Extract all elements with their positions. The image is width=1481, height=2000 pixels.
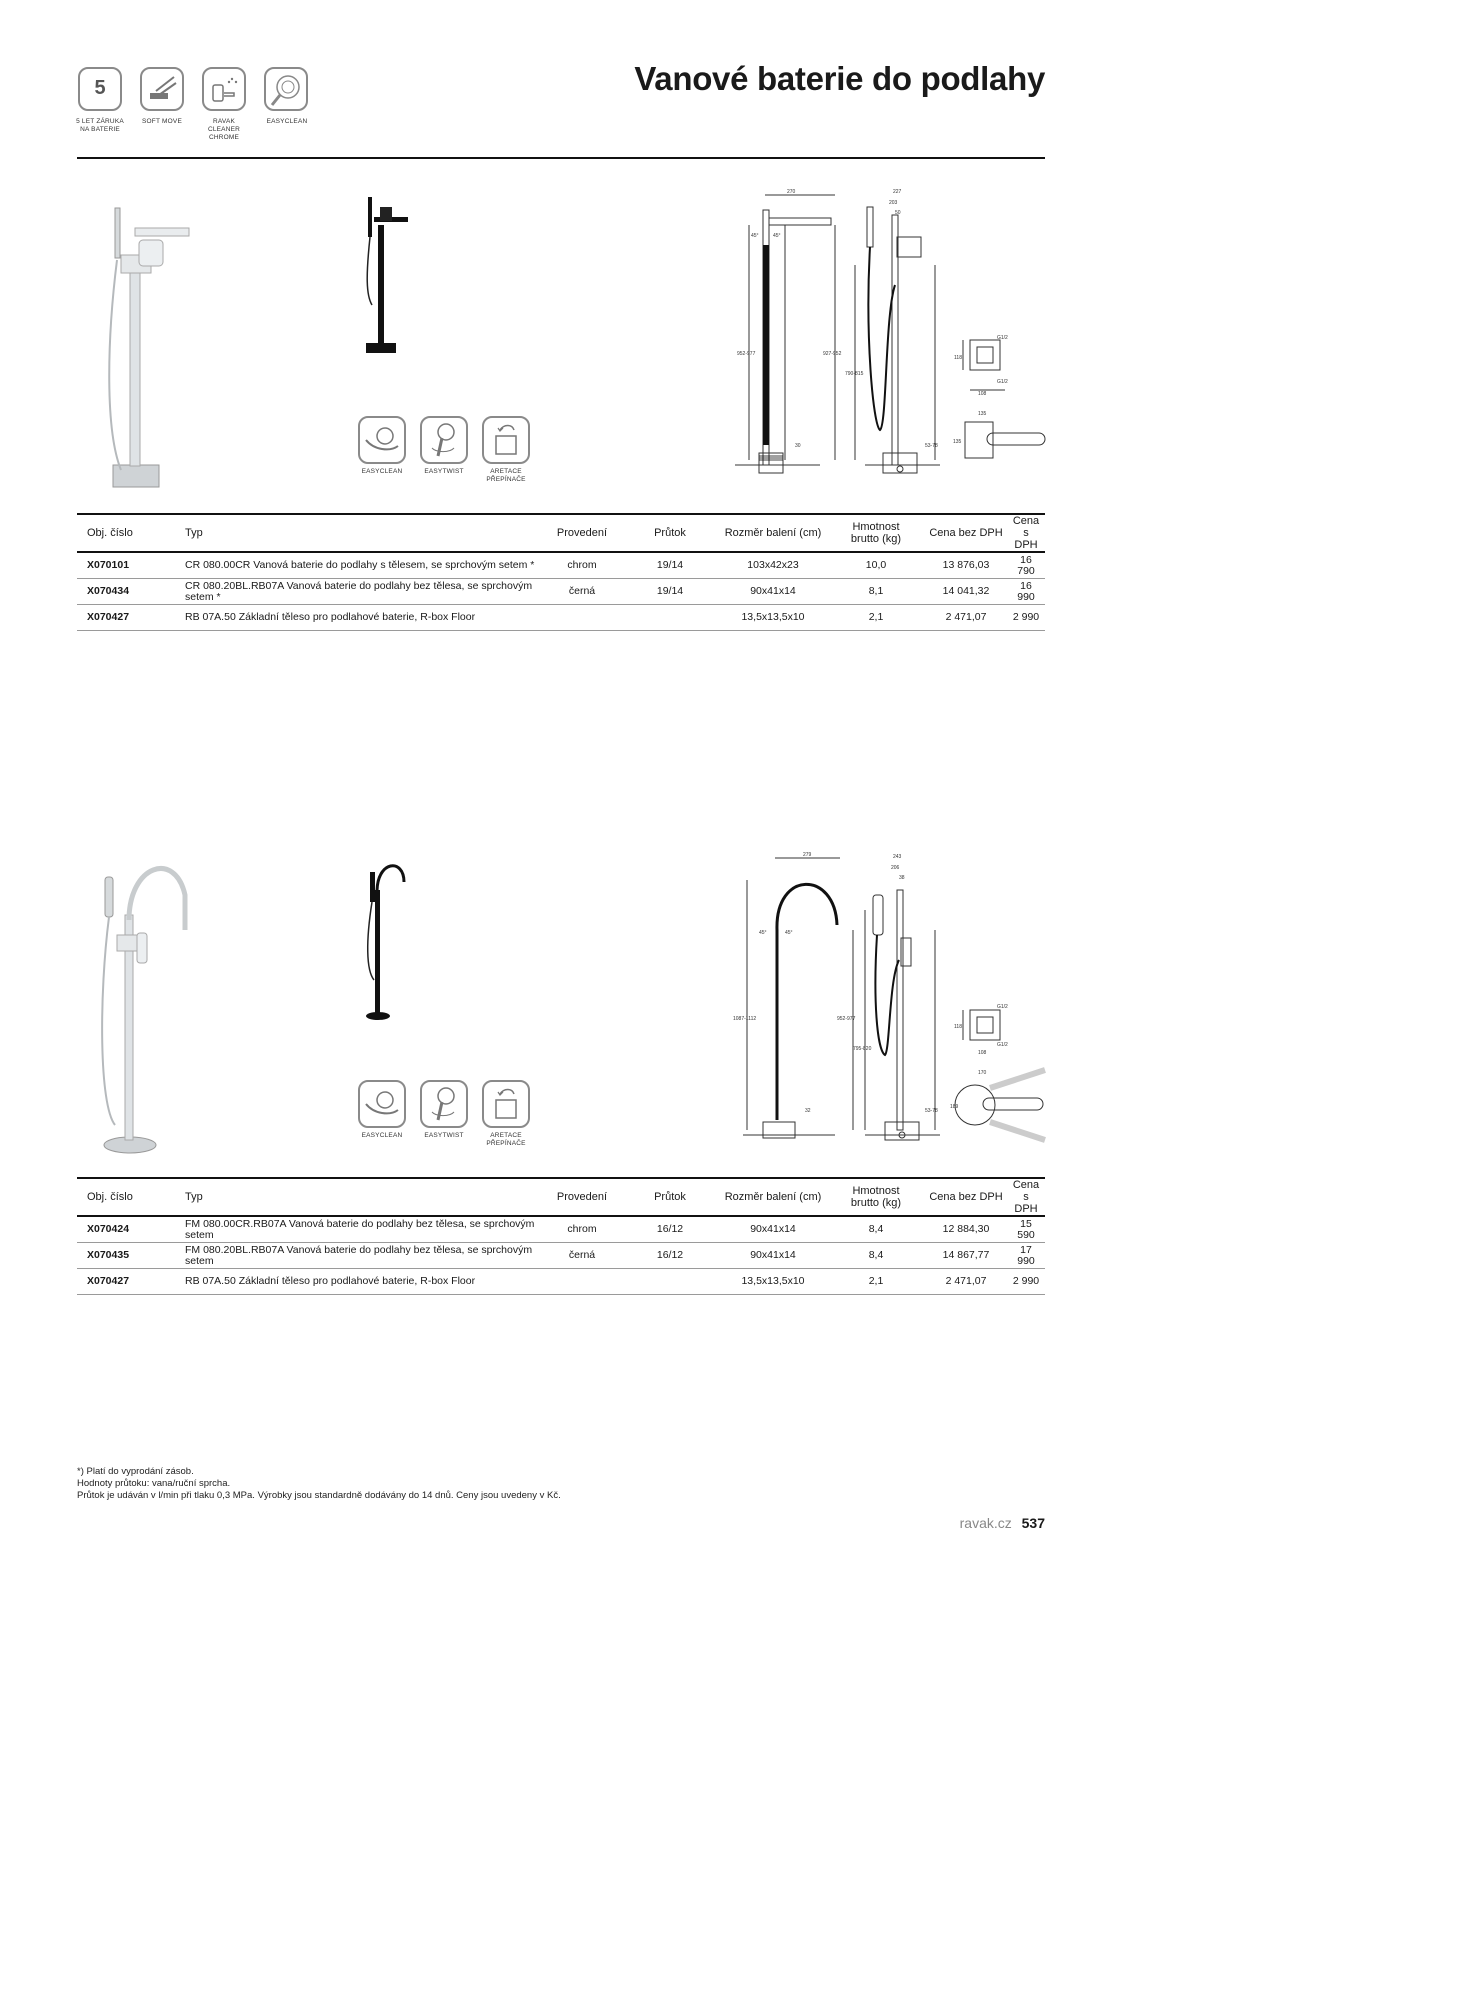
technical-drawing-cr: [725, 185, 1050, 490]
page-number: 537: [1021, 1515, 1045, 1531]
dim-label: G1/2: [997, 1042, 1008, 1048]
cell-flow: 19/14: [621, 579, 719, 605]
cell-price-net: 14 867,77: [925, 1243, 1007, 1269]
cell-flow: [621, 1269, 719, 1295]
feature-label-line: ARETACE: [490, 1132, 522, 1139]
col-weight-line1: Hmotnost: [852, 1185, 900, 1197]
col-package: Rozměr balení (cm): [724, 1191, 822, 1203]
dim-label: 227: [893, 189, 902, 195]
dim-label: 50: [895, 210, 901, 216]
cell-weight: 8,4: [827, 1243, 925, 1269]
5-year-warranty-icon: [78, 67, 122, 111]
col-weight-line1: Hmotnost: [852, 521, 900, 533]
cell-price-gross: 16 990: [1007, 579, 1045, 605]
product-table: [77, 513, 1045, 631]
feature-label-line: PŘEPÍNAČE: [486, 476, 526, 483]
feature-label: [352, 1132, 412, 1140]
feature-label: [414, 468, 474, 476]
footnote-line: *) Platí do vyprodání zásob.: [77, 1466, 194, 1477]
cell-package: 103x42x23: [719, 552, 827, 579]
cell-price-net: 2 471,07: [925, 605, 1007, 631]
feature-label: [476, 468, 536, 484]
cell-price-gross: 16 790: [1007, 552, 1045, 579]
cell-type: RB 07A.50 Základní těleso pro podlahové baterie, R-box Floor: [181, 605, 543, 631]
col-weight: [827, 1178, 925, 1216]
dim-label: 170: [978, 1070, 987, 1076]
cell-price-gross: 17 990: [1007, 1243, 1045, 1269]
easytwist-icon: [420, 416, 468, 464]
cell-price-net: 2 471,07: [925, 1269, 1007, 1295]
dim-label: 927-952: [823, 351, 842, 357]
cell-package: 13,5x13,5x10: [719, 1269, 827, 1295]
col-type: Typ: [185, 527, 203, 539]
dim-label: 135: [953, 439, 962, 445]
cell-weight: 2,1: [827, 1269, 925, 1295]
cell-price-gross: 15 590: [1007, 1216, 1045, 1243]
footnote-line: Hodnoty průtoku: vana/ruční sprcha.: [77, 1478, 231, 1489]
dim-label: 30: [795, 443, 801, 449]
cell-code: X070435: [77, 1243, 181, 1269]
feature-label: [352, 468, 412, 476]
cell-package: 90x41x14: [719, 579, 827, 605]
dim-label: 243: [893, 854, 902, 860]
feature-label-line: EASYCLEAN: [266, 118, 308, 125]
feature-label-line: PŘEPÍNAČE: [486, 1140, 526, 1147]
dim-label: 45°: [773, 233, 781, 239]
feature-label-line: EASYTWIST: [424, 468, 464, 475]
col-price-gross: Cena s DPH: [1012, 515, 1040, 551]
footnote-line: Průtok je udáván v l/min při tlaku 0,3 MPa. Výrobky jsou standardně dodávány do 14 dnů. Ceny jsou uvedeny v Kč.: [77, 1490, 561, 1501]
product-image-chrome: [95, 200, 205, 495]
cell-finish: chrom: [543, 552, 621, 579]
cell-code: X070101: [77, 552, 181, 579]
footer-site: ravak.cz: [959, 1515, 1012, 1531]
dim-label: 952-977: [837, 1016, 856, 1022]
dim-label: 45°: [759, 930, 767, 936]
col-weight: [827, 514, 925, 552]
cell-type: FM 080.00CR.RB07A Vanová baterie do podlahy bez tělesa, se sprchovým setem: [181, 1216, 543, 1243]
feature-label-cleaner: [195, 118, 253, 142]
ravak-cleaner-chrome-icon: [202, 67, 246, 111]
product-image-black: [360, 195, 415, 360]
dim-label: 1087-1112: [733, 1016, 757, 1022]
product-image-black: [360, 860, 415, 1025]
dim-label: 135: [978, 411, 987, 417]
col-code: Obj. číslo: [87, 527, 133, 539]
col-price-net: Cena bez DPH: [929, 527, 1003, 539]
dim-label: 118: [954, 355, 962, 361]
col-weight-line2: brutto (kg): [850, 533, 902, 545]
cell-price-net: 14 041,32: [925, 579, 1007, 605]
footnotes: [77, 1466, 561, 1502]
col-weight-line2: brutto (kg): [850, 1197, 902, 1209]
cell-finish: [543, 1269, 621, 1295]
col-code: Obj. číslo: [87, 1191, 133, 1203]
col-type: Typ: [185, 1191, 203, 1203]
dim-label: G1/2: [997, 335, 1008, 341]
dim-label: 795-820: [853, 1046, 872, 1052]
feature-label-line: RAVAK: [212, 118, 236, 125]
aretace-prepinace-icon: [482, 1080, 530, 1128]
dim-label: 118: [954, 1024, 962, 1030]
cell-weight: 10,0: [827, 552, 925, 579]
feature-label: [414, 1132, 474, 1140]
col-flow: Průtok: [654, 1191, 686, 1203]
cell-finish: černá: [543, 1243, 621, 1269]
cell-package: 90x41x14: [719, 1243, 827, 1269]
table-header-row: [77, 1178, 1045, 1216]
page-title: Vanové baterie do podlahy: [634, 60, 1045, 97]
feature-label-line: SOFT MOVE: [142, 118, 182, 125]
feature-label-line: CLEANER: [207, 126, 241, 133]
cell-code: X070424: [77, 1216, 181, 1243]
cell-flow: 19/14: [621, 552, 719, 579]
dim-label: 53-78: [925, 443, 938, 449]
feature-label-easyclean: [257, 118, 317, 126]
feature-label-line: NA BATERIE: [80, 126, 120, 133]
cell-type: CR 080.00CR Vanová baterie do podlahy s tělesem, se sprchovým setem *: [181, 552, 543, 579]
feature-label-line: ARETACE: [490, 468, 522, 475]
cell-type: RB 07A.50 Základní těleso pro podlahové baterie, R-box Floor: [181, 1269, 543, 1295]
easyclean-icon: [358, 1080, 406, 1128]
table-row: [77, 1216, 1045, 1243]
dim-label: 206: [891, 865, 900, 871]
feature-label-line: EASYCLEAN: [361, 468, 403, 475]
cell-type: FM 080.20BL.RB07A Vanová baterie do podlahy bez tělesa, se sprchovým setem: [181, 1243, 543, 1269]
technical-drawing-fm: [725, 850, 1050, 1155]
col-finish: Provedení: [556, 1191, 608, 1203]
dim-label: 108: [978, 391, 987, 397]
cell-finish: černá: [543, 579, 621, 605]
easytwist-icon: [420, 1080, 468, 1128]
feature-label-soft-move: [133, 118, 191, 126]
col-package: Rozměr balení (cm): [724, 527, 822, 539]
dim-label: 45°: [751, 233, 759, 239]
col-flow: Průtok: [654, 527, 686, 539]
cell-price-gross: 2 990: [1007, 605, 1045, 631]
cell-weight: 8,1: [827, 579, 925, 605]
dim-label: 53-78: [925, 1108, 938, 1114]
dim-label: 108: [978, 1050, 987, 1056]
dim-label: 189: [950, 1104, 959, 1110]
dim-label: 279: [803, 852, 812, 858]
cell-price-net: 12 884,30: [925, 1216, 1007, 1243]
feature-label-line: EASYTWIST: [424, 1132, 464, 1139]
table-row: [77, 1269, 1045, 1295]
soft-move-icon: [140, 67, 184, 111]
feature-label-line: 5 LET ZÁRUKA: [76, 118, 124, 125]
cell-weight: 2,1: [827, 605, 925, 631]
dim-label: G1/2: [997, 1004, 1008, 1010]
cell-type: CR 080.20BL.RB07A Vanová baterie do podlahy bez tělesa, se sprchovým setem *: [181, 579, 543, 605]
col-price-gross: Cena s DPH: [1012, 1179, 1040, 1215]
easyclean-icon: [358, 416, 406, 464]
table-header-row: [77, 514, 1045, 552]
col-finish: Provedení: [556, 527, 608, 539]
feature-label: [476, 1132, 536, 1148]
cell-flow: [621, 605, 719, 631]
header-divider: [77, 157, 1045, 159]
easyclean-icon: [264, 67, 308, 111]
cell-price-gross: 2 990: [1007, 1269, 1045, 1295]
warranty-badge: 5: [94, 77, 106, 99]
feature-label-line: CHROME: [208, 134, 240, 141]
cell-code: X070427: [77, 605, 181, 631]
cell-flow: 16/12: [621, 1216, 719, 1243]
product-table: [77, 1177, 1045, 1295]
col-price-net: Cena bez DPH: [929, 1191, 1003, 1203]
dim-label: 45°: [785, 930, 793, 936]
cell-finish: [543, 605, 621, 631]
cell-code: X070434: [77, 579, 181, 605]
cell-flow: 16/12: [621, 1243, 719, 1269]
dim-label: 38: [899, 875, 905, 881]
cell-package: 13,5x13,5x10: [719, 605, 827, 631]
dim-label: G1/2: [997, 379, 1008, 385]
table-row: [77, 552, 1045, 579]
feature-label-warranty: [70, 118, 130, 134]
product-image-chrome: [95, 855, 205, 1160]
cell-package: 90x41x14: [719, 1216, 827, 1243]
table-row: [77, 579, 1045, 605]
dim-label: 790-815: [845, 371, 864, 377]
feature-label-line: EASYCLEAN: [361, 1132, 403, 1139]
cell-price-net: 13 876,03: [925, 552, 1007, 579]
table-row: [77, 1243, 1045, 1269]
cell-weight: 8,4: [827, 1216, 925, 1243]
table-row: [77, 605, 1045, 631]
cell-code: X070427: [77, 1269, 181, 1295]
aretace-prepinace-icon: [482, 416, 530, 464]
dim-label: 203: [889, 200, 898, 206]
page-footer: [960, 1515, 1045, 1531]
cell-finish: chrom: [543, 1216, 621, 1243]
dim-label: 270: [787, 189, 796, 195]
dim-label: 952-977: [737, 351, 756, 357]
dim-label: 32: [805, 1108, 811, 1114]
